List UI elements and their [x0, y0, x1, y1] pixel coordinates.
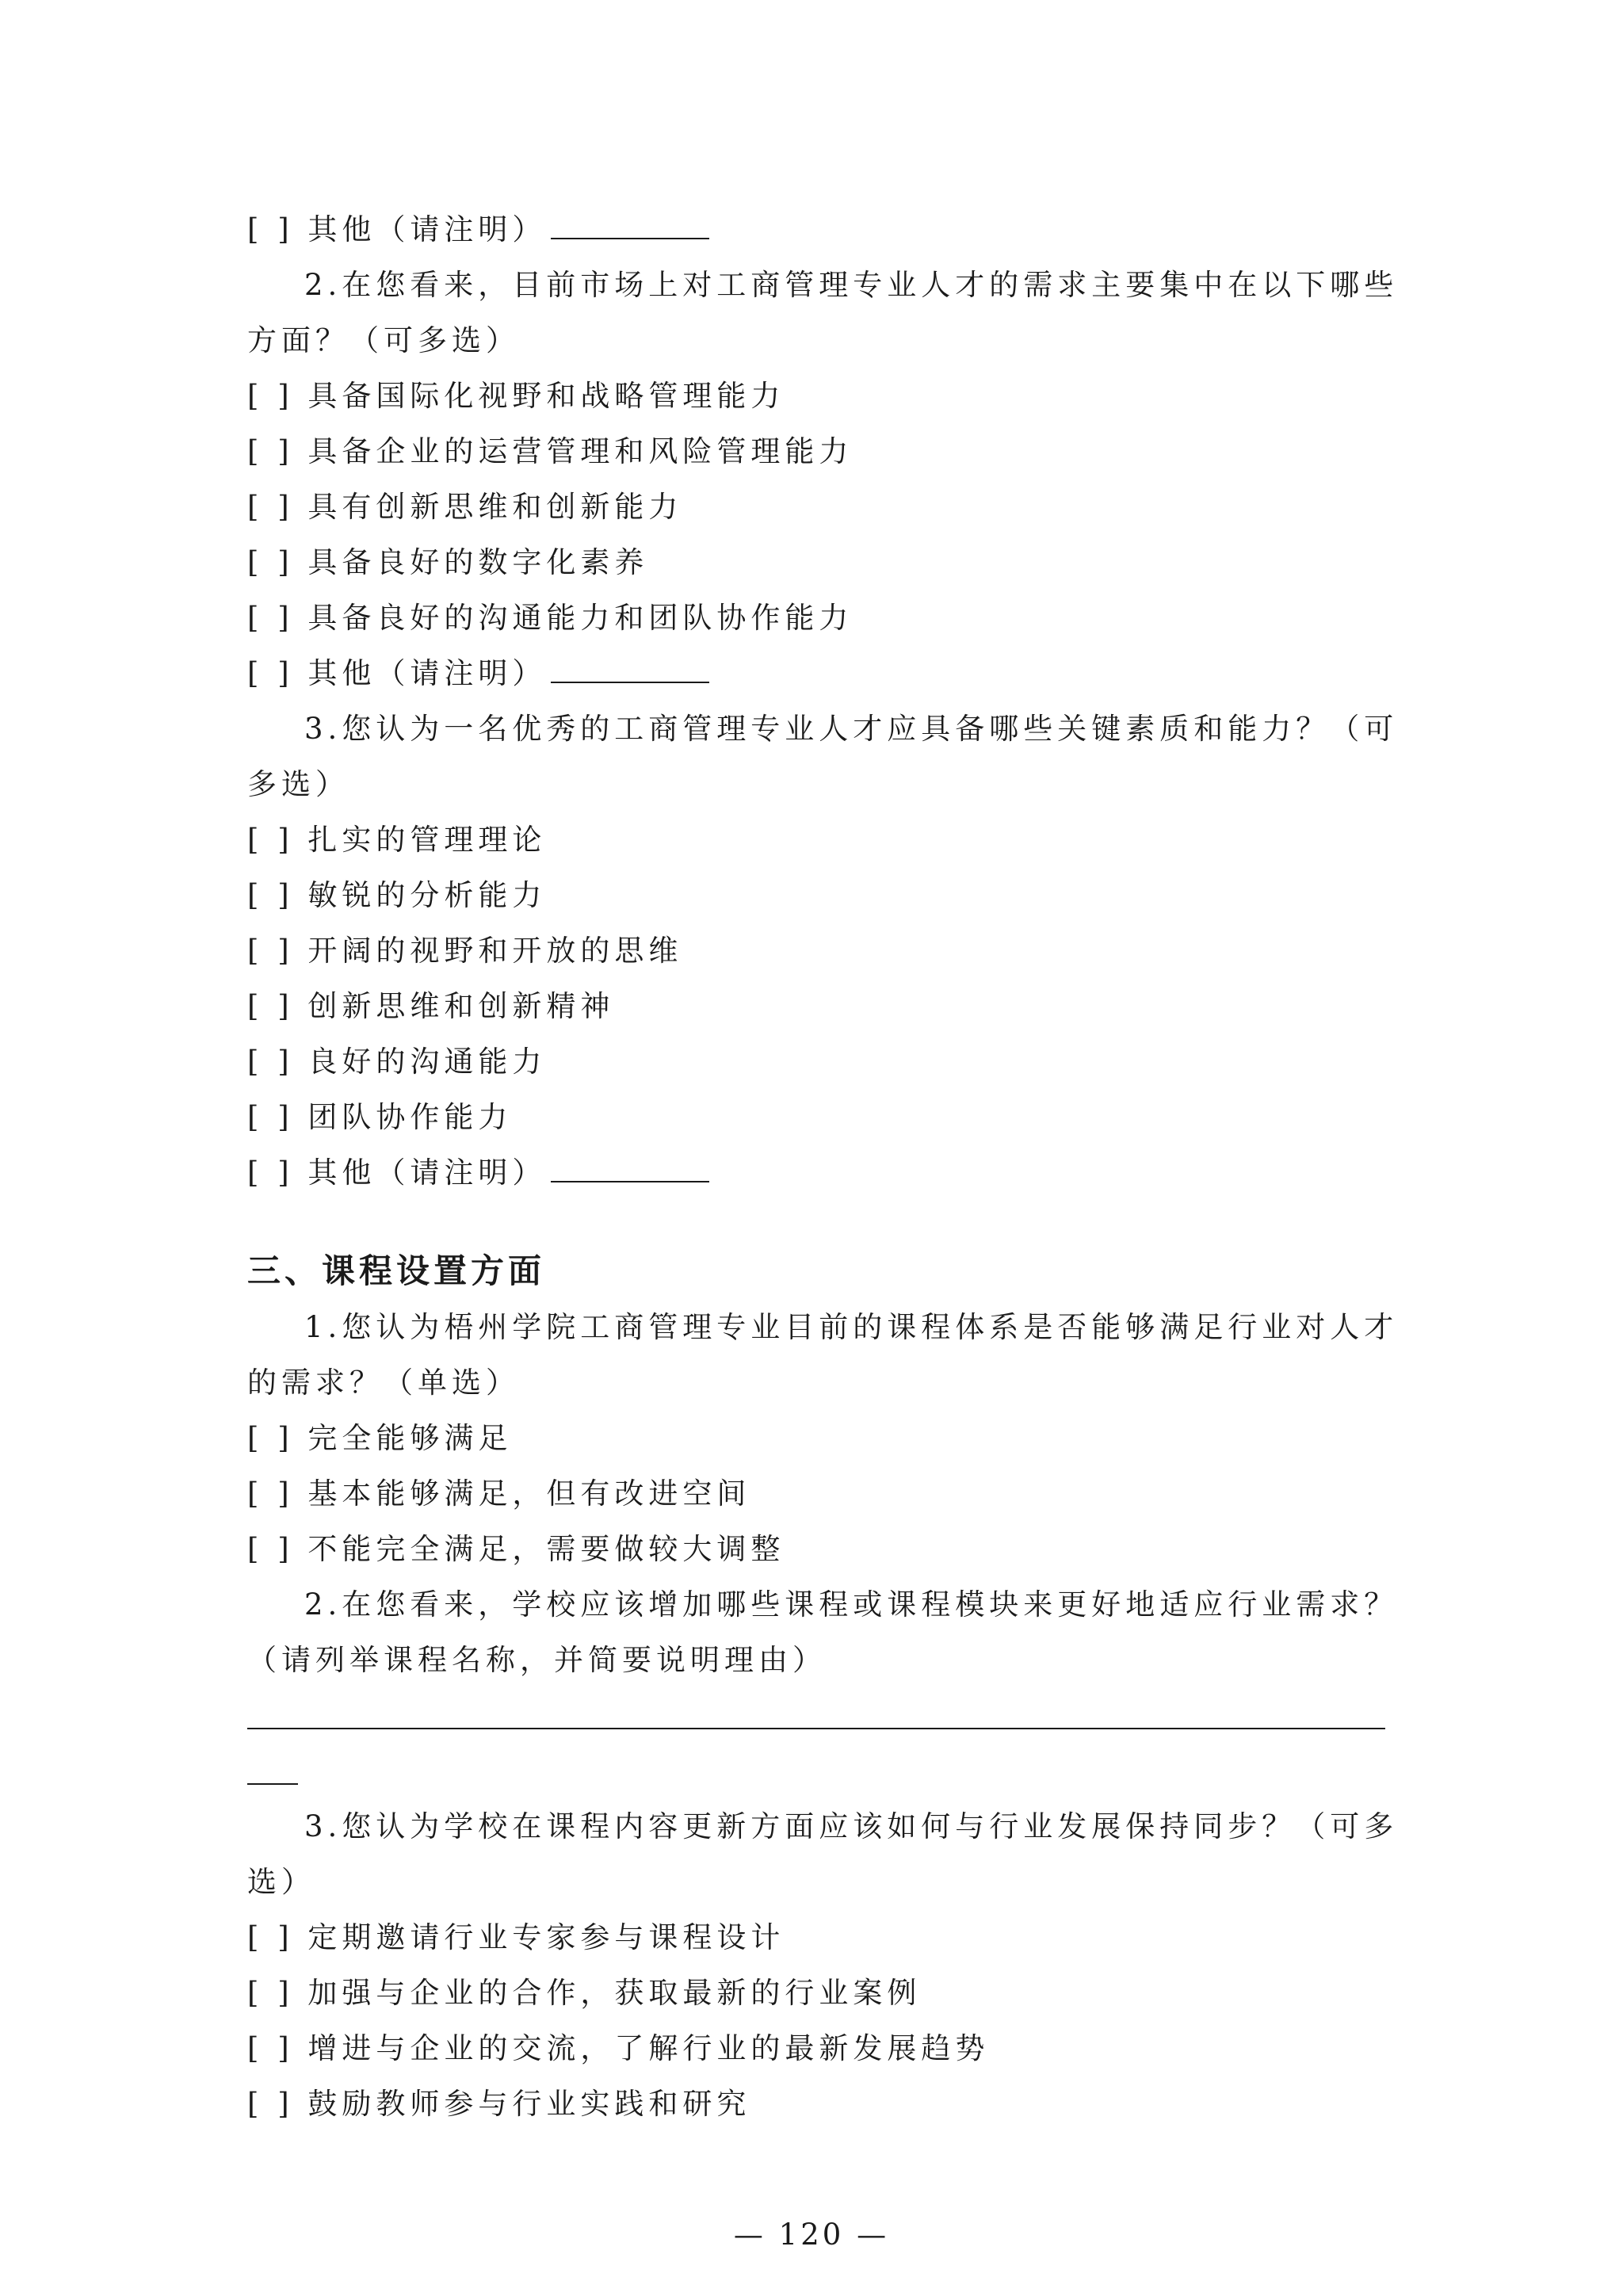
s1-option-2[interactable]: [ ] 基本能够满足，但有改进空间	[247, 1477, 751, 1511]
option-text: [ ] 其他（请注明）	[247, 1156, 547, 1190]
section3-question-2-line-2: （请列举课程名称，并简要说明理由）	[247, 1643, 827, 1677]
q3-option-6[interactable]: [ ] 团队协作能力	[247, 1100, 513, 1134]
q3-option-5[interactable]: [ ] 良好的沟通能力	[247, 1045, 547, 1079]
section3-question-3-line-2: 选）	[247, 1865, 315, 1899]
question-3-line-1: 3.您认为一名优秀的工商管理专业人才应具备哪些关键素质和能力？（可	[304, 712, 1399, 746]
q3-option-other[interactable]	[247, 1153, 709, 1193]
q2-option-4[interactable]: [ ] 具备良好的数字化素养	[247, 545, 649, 579]
s1-option-1[interactable]: [ ] 完全能够满足	[247, 1421, 513, 1455]
question-3-line-2: 多选）	[247, 767, 349, 801]
s3-option-4[interactable]: [ ] 鼓励教师参与行业实践和研究	[247, 2087, 751, 2121]
s1-option-3[interactable]: [ ] 不能完全满足，需要做较大调整	[247, 1532, 785, 1566]
page-number: — 120 —	[733, 2218, 890, 2252]
s3-option-1[interactable]: [ ] 定期邀请行业专家参与课程设计	[247, 1920, 785, 1954]
fill-in-blank[interactable]	[551, 1154, 709, 1182]
s3-option-3[interactable]: [ ] 增进与企业的交流，了解行业的最新发展趋势	[247, 2031, 990, 2065]
fill-in-blank[interactable]	[551, 211, 709, 239]
option-text: [ ] 其他（请注明）	[247, 212, 547, 246]
s3-option-2[interactable]: [ ] 加强与企业的合作，获取最新的行业案例	[247, 1976, 922, 2010]
option-other-1[interactable]	[247, 210, 709, 250]
q3-option-3[interactable]: [ ] 开阔的视野和开放的思维	[247, 934, 683, 968]
fill-in-blank[interactable]	[551, 655, 709, 683]
q3-option-4[interactable]: [ ] 创新思维和创新精神	[247, 989, 615, 1023]
q3-option-2[interactable]: [ ] 敏锐的分析能力	[247, 878, 547, 912]
option-text: [ ] 其他（请注明）	[247, 656, 547, 690]
section3-question-2-line-1: 2.在您看来，学校应该增加哪些课程或课程模块来更好地适应行业需求？	[304, 1587, 1399, 1622]
section-heading-course-settings: 三、课程设置方面	[247, 1251, 546, 1290]
answer-line-continuation[interactable]	[247, 1783, 298, 1785]
answer-line[interactable]	[247, 1728, 1385, 1729]
question-2-line-1: 2.在您看来，目前市场上对工商管理专业人才的需求主要集中在以下哪些	[304, 268, 1399, 302]
section3-question-1-line-1: 1.您认为梧州学院工商管理专业目前的课程体系是否能够满足行业对人才	[304, 1310, 1399, 1344]
q3-option-1[interactable]: [ ] 扎实的管理理论	[247, 823, 547, 857]
q2-option-5[interactable]: [ ] 具备良好的沟通能力和团队协作能力	[247, 601, 854, 635]
q2-option-3[interactable]: [ ] 具有创新思维和创新能力	[247, 490, 683, 524]
q2-option-2[interactable]: [ ] 具备企业的运营管理和风险管理能力	[247, 434, 854, 468]
question-2-line-2: 方面？（可多选）	[247, 323, 520, 357]
q2-option-1[interactable]: [ ] 具备国际化视野和战略管理能力	[247, 379, 785, 413]
section3-question-1-line-2: 的需求？（单选）	[247, 1366, 520, 1400]
q2-option-other[interactable]	[247, 654, 709, 693]
section3-question-3-line-1: 3.您认为学校在课程内容更新方面应该如何与行业发展保持同步？（可多	[304, 1809, 1399, 1843]
